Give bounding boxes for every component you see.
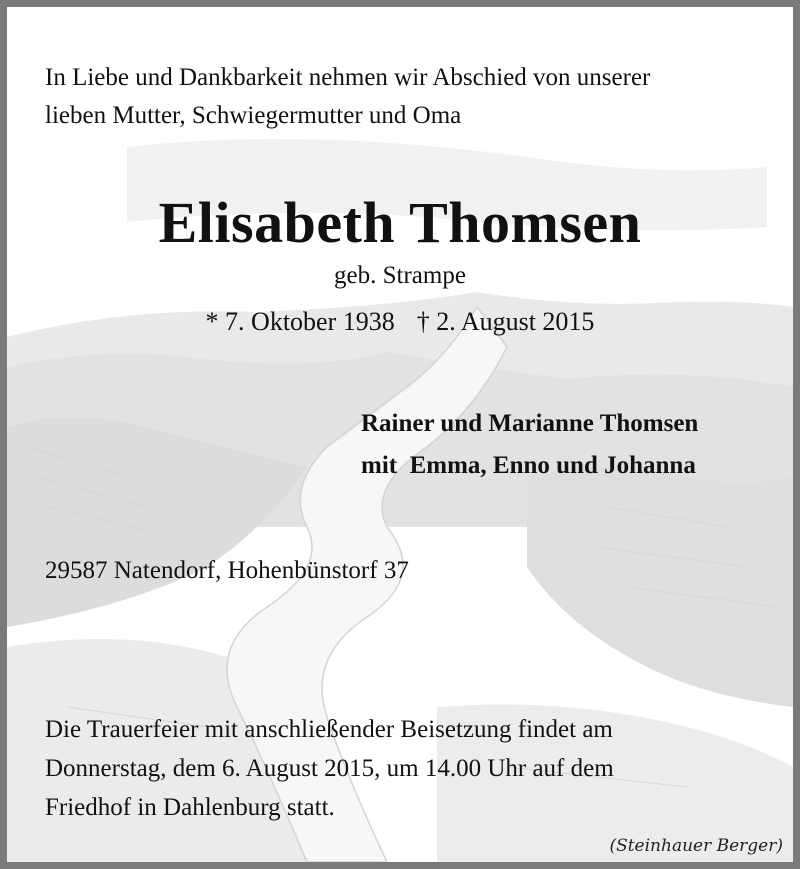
funeral-line: Donnerstag, dem 6. August 2015, um 14.00 Uhr auf dem: [45, 755, 614, 782]
life-dates: [7, 307, 793, 337]
deceased-name: Elisabeth Thomsen: [158, 190, 642, 255]
funeral-line: Die Trauerfeier mit anschließender Beisetzung findet am: [45, 716, 613, 743]
funeral-line: Friedhof in Dahlenburg statt.: [45, 794, 335, 821]
maiden-name: geb. Strampe: [334, 262, 466, 289]
died-symbol: †: [416, 307, 430, 336]
right-forest: [527, 467, 793, 707]
address: 29587 Natendorf, Hohenbünstorf 37: [45, 557, 409, 584]
died-date: 2. August 2015: [436, 307, 595, 336]
intro-line: In Liebe und Dankbarkeit nehmen wir Abschied von unserer: [45, 64, 651, 91]
funeral-notice: [45, 710, 614, 827]
mourners-line: mit Emma, Enno und Johanna: [361, 452, 696, 479]
intro-text: [45, 59, 650, 135]
born-symbol: *: [205, 307, 219, 336]
born-date: 7. Oktober 1938: [225, 307, 395, 336]
intro-line: lieben Mutter, Schwiegermutter und Oma: [45, 102, 462, 129]
mourners-line: Rainer und Marianne Thomsen: [361, 410, 699, 437]
stonemason-signature: (Steinhauer Berger): [609, 836, 783, 856]
mourners: [361, 403, 698, 487]
